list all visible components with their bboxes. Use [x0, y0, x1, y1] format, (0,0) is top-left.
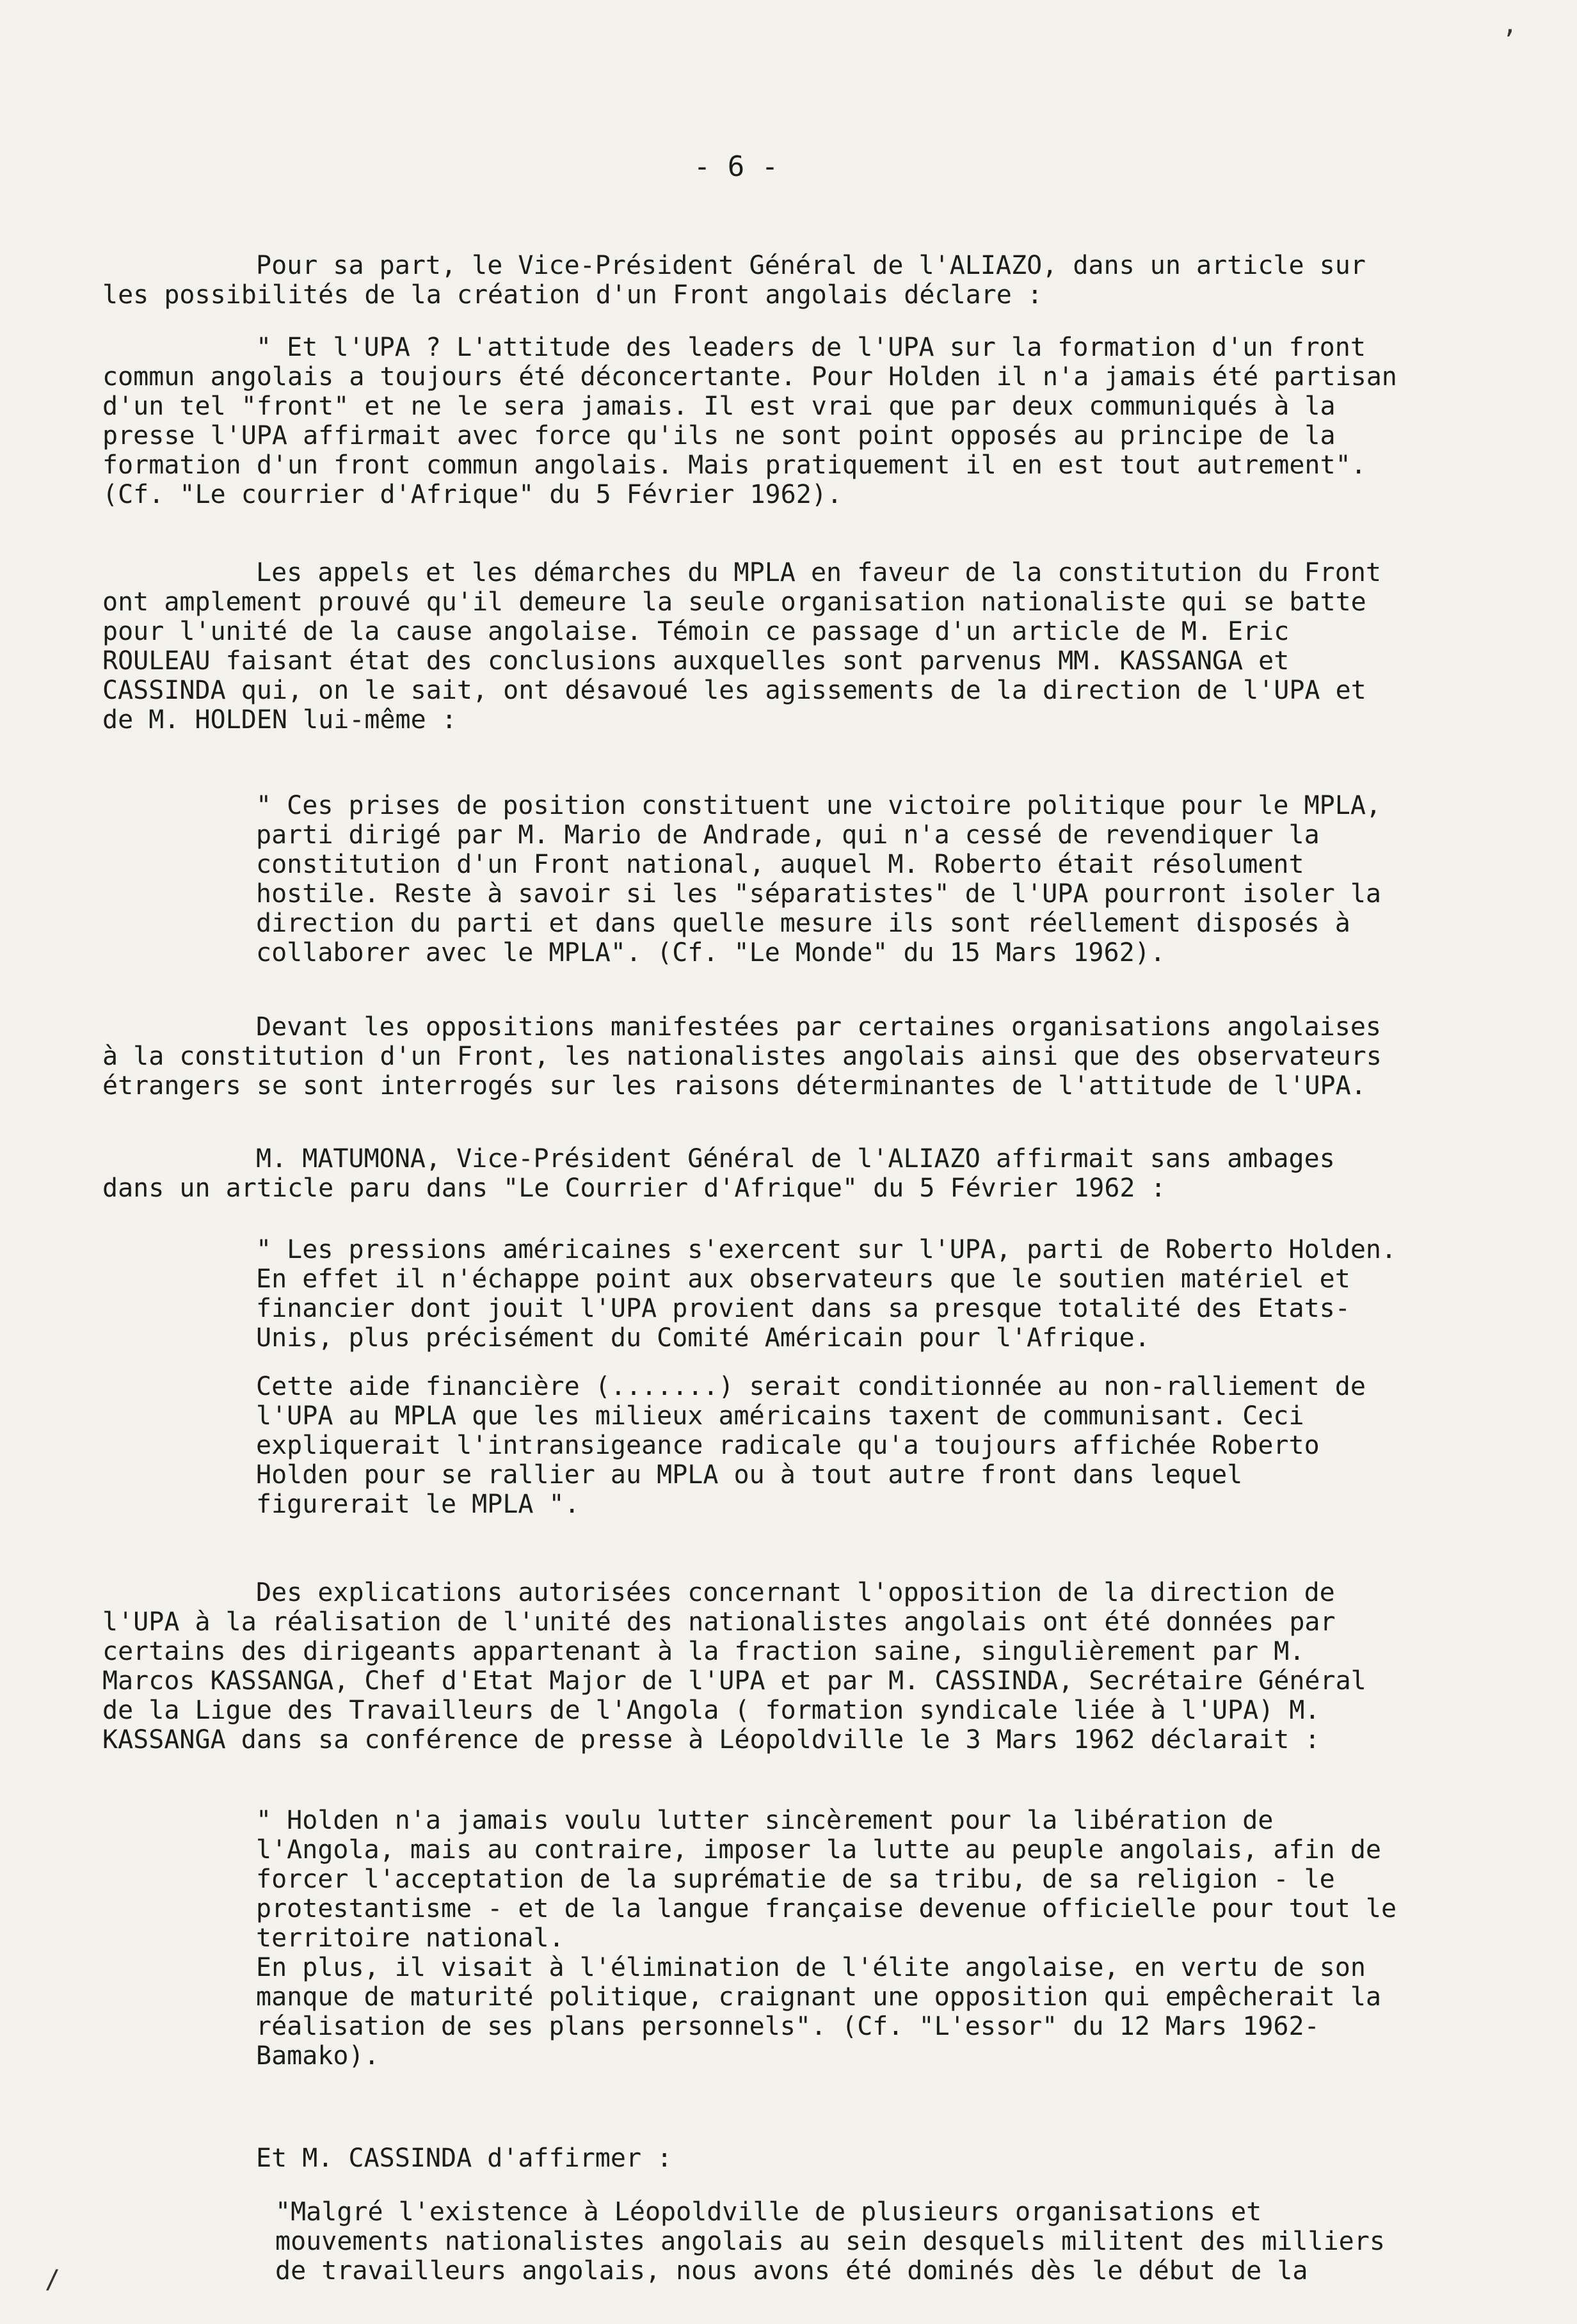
scan-mark: ’	[1501, 26, 1517, 55]
quote-text-continued: Cette aide financière (.......) serait conditionnée au non-ralliement de l'UPA au MPLA que les milieux américains taxent de communisant. Ceci expliquerait l'intransigeance radicale qu'a toujours affichée Roberto Holden pour se rallier au MPLA ou à tout autre front dans lequel figurerait le MPLA ".	[256, 1372, 1366, 1519]
quote-text: " Ces prises de position constituent une victoire politique pour le MPLA, parti dirigé par M. Mario de Andrade, qui n'a cessé de revendiquer la constitution d'un Front national, auquel M. Roberto était résolument hostile. Reste à savoir si les "séparatistes" de l'UPA pourront isoler la direction du parti et dans quelle mesure ils sont réellement disposés à collaborer avec le MPLA". (Cf. "Le Monde" du 15 Mars 1962).	[256, 791, 1381, 967]
paragraph-cassinda	[102, 2144, 1402, 2173]
paragraph-text: Les appels et les démarches du MPLA en faveur de la constitution du Front ont amplement prouvé qu'il demeure la seule organisation nationaliste qui se batte pour l'unité de la cause angolaise. Témoin ce passage d'un article de M. Eric ROULEAU faisant état des conclusions auxquelles sont parvenus MM. KASSANGA et CASSINDA qui, on le sait, ont désavoué les agissements de la direction de l'UPA et de M. HOLDEN lui-même :	[102, 558, 1381, 735]
paragraph-text: Pour sa part, le Vice-Président Général de l'ALIAZO, dans un article sur les possibilités de la création d'un Front angolais déclare :	[102, 251, 1366, 310]
quote-text: "Malgré l'existence à Léopoldville de plusieurs organisations et mouvements nationalistes angolais au sein desquels militent des milliers de travailleurs angolais, nous avons été dominés dès le début de la	[275, 2197, 1385, 2286]
quote-kassanga	[256, 1806, 1402, 2071]
paragraph-text: M. MATUMONA, Vice-Président Général de l'ALIAZO affirmait sans ambages dans un article paru dans "Le Courrier d'Afrique" du 5 Février 1962 :	[102, 1144, 1335, 1203]
quote-text: " Et l'UPA ? L'attitude des leaders de l'UPA sur la formation d'un front commun angolais a toujours été déconcertante. Pour Holden il n'a jamais été partisan d'un tel "front" et ne le sera jamais. Il est vrai que par deux communiqués à la presse l'UPA affirmait avec force qu'ils ne sont point opposés au principe de la formation d'un front commun angolais. Mais pratiquement il en est tout autrement". (Cf. "Le courrier d'Afrique" du 5 Février 1962).	[102, 333, 1397, 509]
quote-text-continued: En plus, il visait à l'élimination de l'élite angolaise, en vertu de son manque de maturité politique, craignant une opposition qui empêcherait la réalisation de ses plans personnels". (Cf. "L'essor" du 12 Mars 1962-Bamako).	[256, 1953, 1381, 2071]
paragraph-text: Et M. CASSINDA d'affirmer :	[256, 2144, 673, 2173]
paragraph-aliazo-intro	[102, 251, 1402, 310]
quote-le-monde	[256, 791, 1402, 967]
quote-matumona	[256, 1235, 1402, 1519]
paragraph-text: Devant les oppositions manifestées par certaines organisations angolaises à la constitution d'un Front, les nationalistes angolais ainsi que des observateurs étrangers se sont interrogés sur les raisons déterminantes de l'attitude de l'UPA.	[102, 1012, 1382, 1101]
scan-mark: /	[45, 2265, 61, 2295]
paragraph-text: Des explications autorisées concernant l'opposition de la direction de l'UPA à la réalisation de l'unité des nationalistes angolais ont été données par certains des dirigeants appartenant à la fraction saine, singulièrement par M. Marcos KASSANGA, Chef d'Etat Major de l'UPA et par M. CASSINDA, Secrétaire Général de la Ligue des Travailleurs de l'Angola ( formation syndicale liée à l'UPA) M. KASSANGA dans sa conférence de presse à Léopoldville le 3 Mars 1962 déclarait :	[102, 1578, 1366, 1755]
quote-text: " Les pressions américaines s'exercent sur l'UPA, parti de Roberto Holden. En effet il n'échappe point aux observateurs que le soutien matériel et financier dont jouit l'UPA provient dans sa presque totalité des Etats-Unis, plus précisément du Comité Américain pour l'Afrique.	[256, 1235, 1397, 1353]
quote-text: " Holden n'a jamais voulu lutter sincèrement pour la libération de l'Angola, mais au contraire, imposer la lutte au peuple angolais, afin de forcer l'acceptation de la suprématie de sa tribu, de sa religion - le protestantisme - et de la langue française devenue officielle pour tout le territoire national.	[256, 1806, 1397, 1953]
quote-aliazo	[102, 333, 1402, 509]
paragraph-mpla-appeals	[102, 558, 1402, 735]
paragraph-oppositions	[102, 1012, 1402, 1101]
paragraph-matumona	[102, 1144, 1402, 1203]
paragraph-explications	[102, 1578, 1402, 1755]
quote-cassinda	[275, 2197, 1402, 2286]
page-number: - 6 -	[693, 150, 779, 183]
